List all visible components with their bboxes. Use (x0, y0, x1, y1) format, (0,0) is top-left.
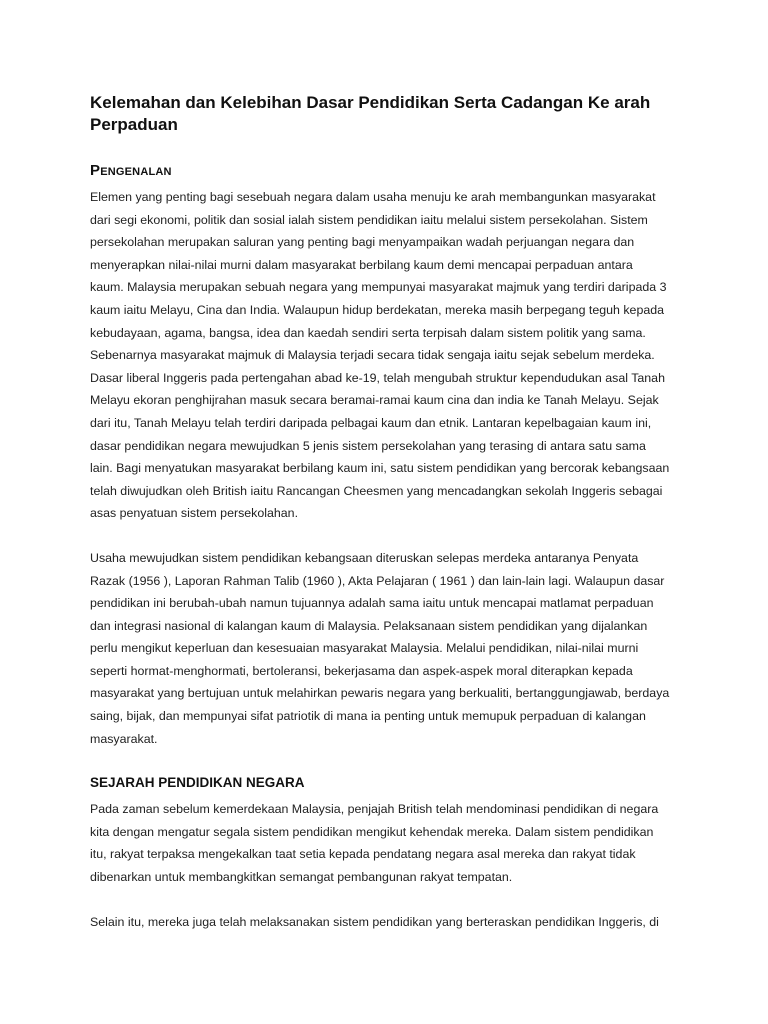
paragraph-line: Elemen yang penting bagi sesebuah negara dalam usaha menuju ke arah membangunkan masyarakat (90, 190, 656, 204)
paragraph-line: Selain itu, mereka juga telah melaksanakan sistem pendidikan yang berteraskan pendidikan Inggeris, di (90, 914, 659, 929)
paragraph-line: asas penyatuan sistem persekolahan. (90, 506, 299, 521)
paragraph-line: itu, rakyat terpaksa mengekalkan taat setia kepada pendatang negara asal mereka dan rakyat tidak (90, 847, 636, 862)
paragraph-line: Usaha mewujudkan sistem pendidikan kebangsaan diteruskan selepas merdeka antaranya Penyata (90, 550, 639, 565)
document-page (90, 92, 690, 933)
paragraph-line: kaum. Malaysia merupakan sebuah negara yang mempunyai masyarakat majmuk yang terdiri daripada 3 (90, 280, 667, 295)
paragraph-line: kaum iaitu Melayu, Cina dan India. Walaupun hidup berdekatan, mereka masih berpegang teguh kepada (90, 302, 665, 317)
paragraph-line: pendidikan ini berubah-ubah namun tujuannya adalah sama iaitu untuk mencapai matlamat perpaduan (90, 596, 654, 611)
title-line: Kelemahan dan Kelebihan Dasar Pendidikan Serta Cadangan Ke arah (90, 93, 651, 112)
paragraph-line: Pada zaman sebelum kemerdekaan Malaysia, penjajah British telah mendominasi pendidikan di negara (90, 802, 659, 817)
document-title (90, 92, 690, 136)
paragraph-line: perlu mengikut keperluan dan kesesuaian masyarakat Malaysia. Melalui pendidikan, nilai-nilai murni (90, 641, 639, 656)
paragraph-line: persekolahan merupakan saluran yang penting bagi menyampaikan wadah perjuangan negara dan (90, 235, 635, 250)
paragraph-line: dari itu, Tanah Melayu telah terdiri daripada pelbagai kaum dan etnik. Lantaran kepelbagaian kaum ini, (90, 415, 652, 430)
paragraph-line: Sebenarnya masyarakat majmuk di Malaysia terjadi secara tidak sengaja iaitu sejak sebelum merdeka. (90, 348, 655, 363)
paragraph-line: dasar pendidikan negara mewujudkan 5 jenis sistem persekolahan yang terasing di antara satu sama (90, 438, 646, 453)
section-heading-pengenalan: Pengenalan (90, 162, 172, 179)
paragraph (90, 186, 690, 525)
paragraph-line: saing, bijak, dan mempunyai sifat patriotik di mana ia penting untuk memupuk perpaduan di kalangan (90, 709, 646, 724)
paragraph-line: masyarakat yang bertujuan untuk melahirkan pewaris negara yang berkualiti, bertanggungjawab, berdaya (90, 686, 670, 701)
paragraph-line: dibenarkan untuk membangkitkan semangat pembangunan rakyat tempatan. (90, 870, 513, 885)
paragraph-line: dan integrasi nasional di kalangan kaum di Malaysia. Pelaksanaan sistem pendidikan yang dijalankan (90, 618, 648, 633)
paragraph-line: Dasar liberal Inggeris pada pertengahan abad ke-19, telah mengubah struktur kependudukan asal Tanah (90, 370, 665, 385)
paragraph-line: kita dengan mengatur segala sistem pendidikan mengikut kehendak mereka. Dalam sistem pendidikan (90, 824, 654, 839)
paragraph-line: Melayu ekoran penghijrahan masuk secara beramai-ramai kaum cina dan india ke Tanah Melayu. Sejak (90, 393, 659, 408)
paragraph-line: seperti hormat-menghormati, bertoleransi, bekerjasama dan aspek-aspek moral diterapkan kepada (90, 663, 633, 678)
paragraph-line: menyerapkan nilai-nilai murni dalam masyarakat berbilang kaum demi mencapai perpaduan antara (90, 257, 633, 272)
paragraph-spacer (90, 525, 690, 547)
paragraph (90, 798, 690, 888)
title-line: Perpaduan (90, 115, 178, 134)
paragraph (90, 547, 690, 750)
section-spacer (90, 750, 690, 774)
paragraph-line: kebudayaan, agama, bangsa, idea dan kaedah sendiri serta terpisah dalam sistem politik yang sama. (90, 325, 646, 340)
paragraph-spacer (90, 889, 690, 911)
section-heading-sejarah: SEJARAH PENDIDIKAN NEGARA (90, 775, 305, 791)
paragraph-line: lain. Bagi menyatukan masyarakat berbilang kaum ini, satu sistem pendidikan yang bercorak kebangsaan (90, 461, 670, 476)
paragraph-line: dari segi ekonomi, politik dan sosial ialah sistem pendidikan iaitu melalui sistem persekolahan. Sistem (90, 212, 648, 227)
paragraph (90, 911, 690, 934)
paragraph-line: Razak (1956 ), Laporan Rahman Talib (1960 ), Akta Pelajaran ( 1961 ) dan lain-lain lagi. Walaupun dasar (90, 573, 665, 588)
paragraph-line: telah diwujudkan oleh British iaitu Rancangan Cheesmen yang mencadangkan sekolah Inggeris sebagai (90, 483, 663, 498)
paragraph-line: masyarakat. (90, 731, 158, 746)
